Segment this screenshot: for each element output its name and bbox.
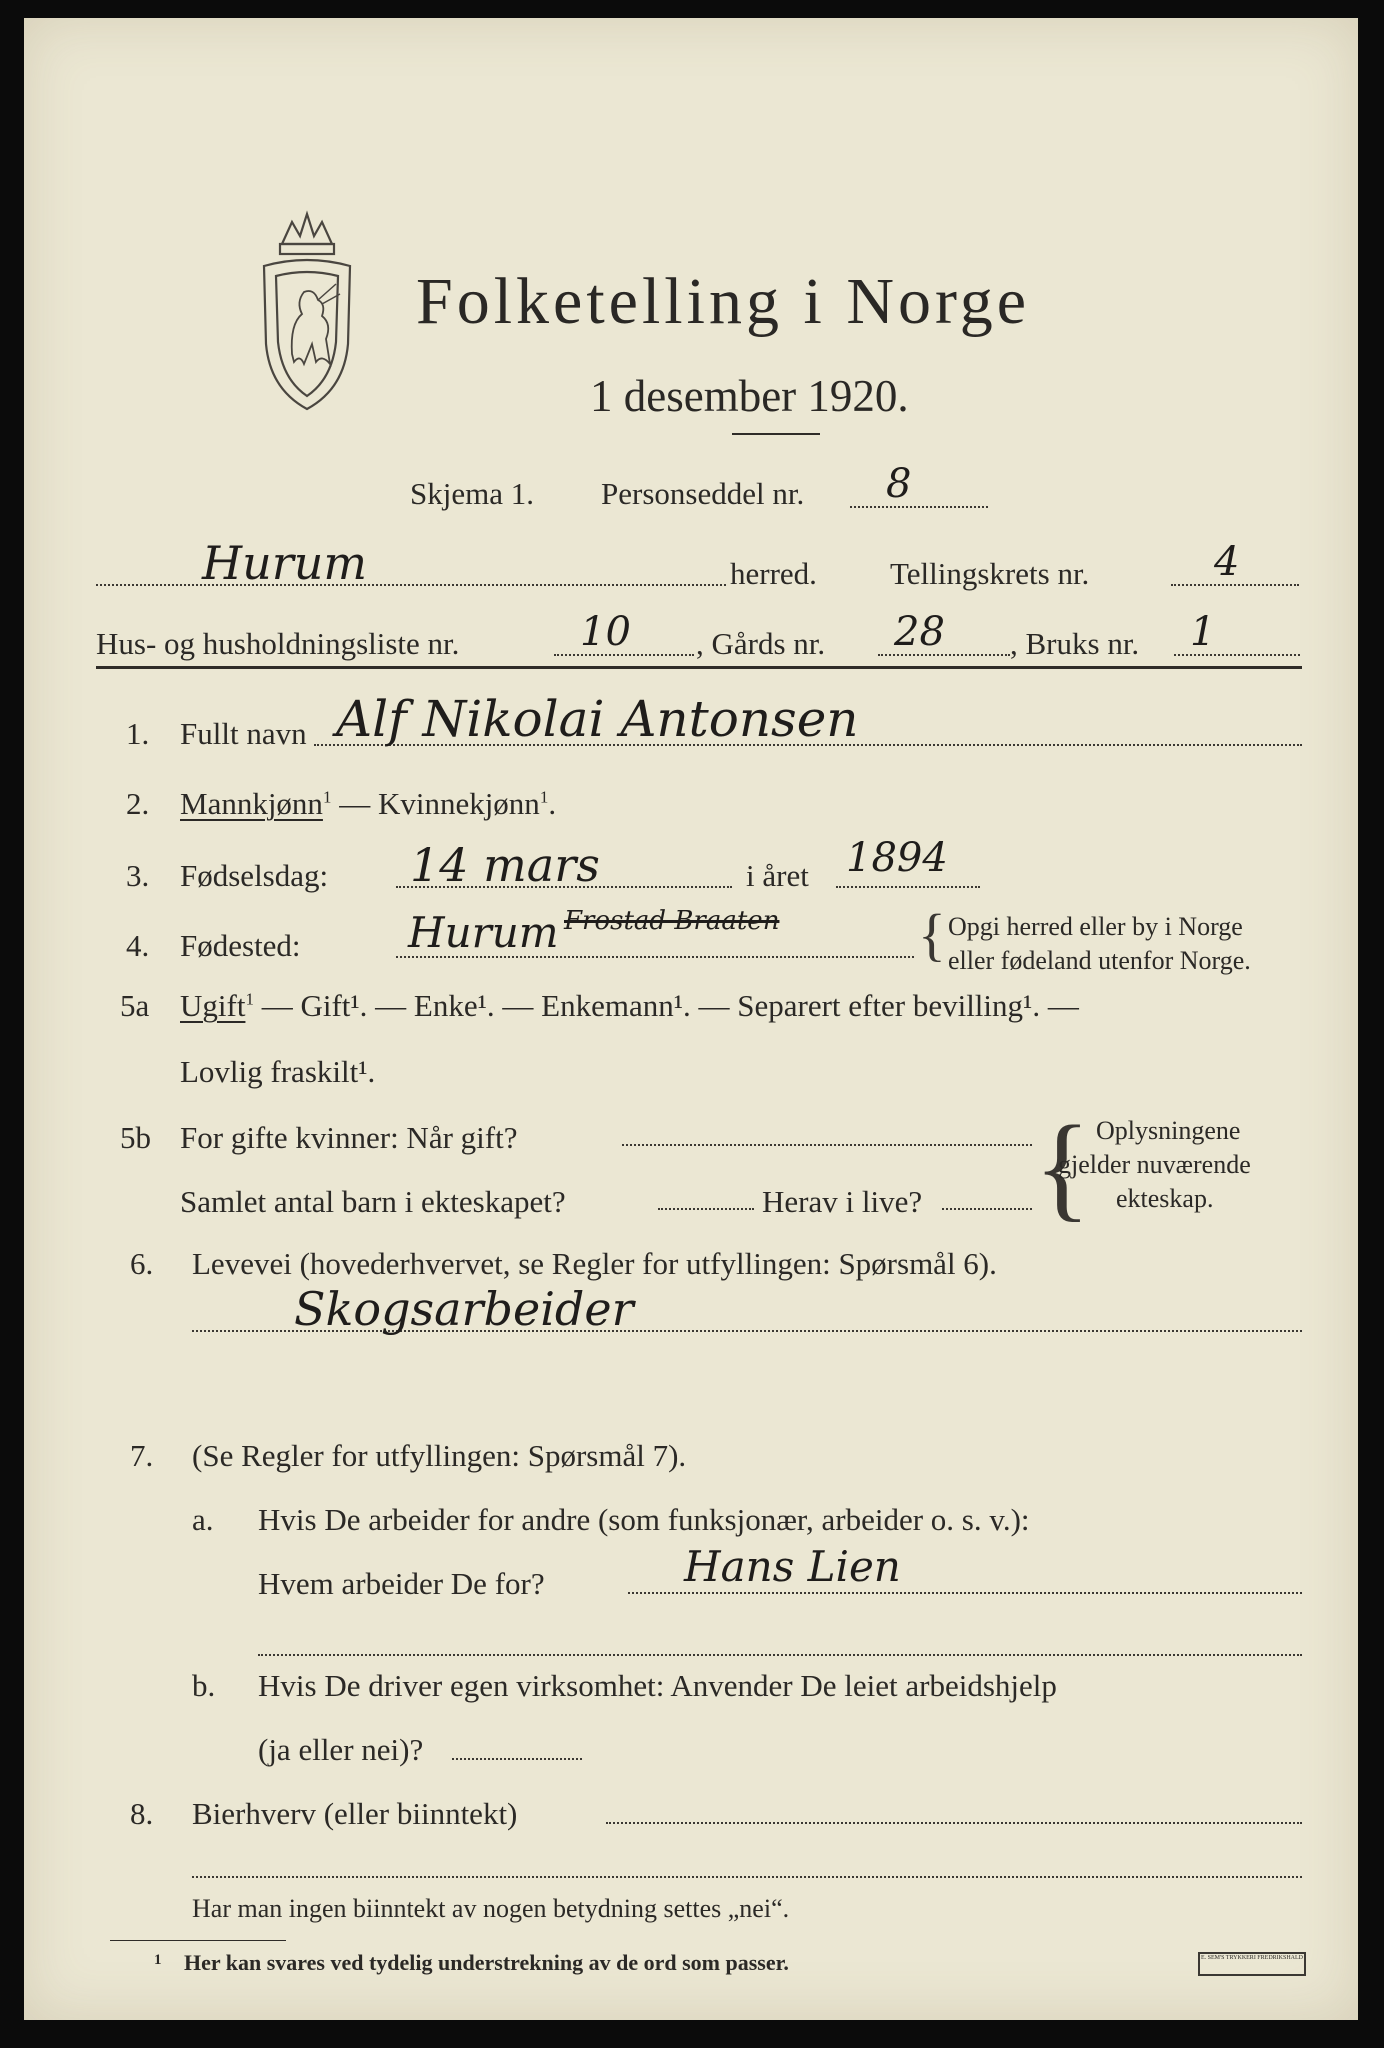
q5b-line2a-dots	[658, 1208, 754, 1210]
q7-label: (Se Regler for utfyllingen: Spørsmål 7).	[192, 1438, 687, 1473]
husliste-value[interactable]: 10	[580, 609, 631, 655]
q8-label: Bierhverv (eller biinntekt)	[192, 1796, 518, 1831]
personseddel-value[interactable]: 8	[886, 461, 912, 507]
q5b-line1-dots	[622, 1144, 1032, 1146]
q5a-line2[interactable]: Lovlig fraskilt¹.	[180, 1054, 376, 1089]
header-separator	[96, 666, 1302, 669]
q6-number: 6.	[130, 1246, 154, 1281]
q1-label: Fullt navn	[180, 716, 307, 751]
gards-value[interactable]: 28	[894, 609, 945, 655]
printer-stamp: E. SEM'S TRYKKERI FREDRIKSHALD	[1198, 1952, 1306, 1976]
q1-number: 1.	[126, 716, 150, 751]
skjema-label: Skjema 1.	[410, 476, 534, 511]
q5b-line2b: Herav i live?	[762, 1184, 923, 1219]
husliste-label: Hus- og husholdningsliste nr.	[96, 626, 460, 661]
q5b-note-line3: ekteskap.	[1116, 1184, 1214, 1213]
q4-number: 4.	[126, 928, 150, 963]
q7b-question: (ja eller nei)?	[258, 1732, 424, 1767]
herred-label: herred.	[730, 556, 817, 591]
bruks-value[interactable]: 1	[1190, 609, 1216, 655]
personseddel-line	[850, 506, 988, 508]
personseddel-label: Personseddel nr.	[601, 476, 805, 511]
form-date: 1 desember 1920.	[590, 371, 909, 421]
q5b-note-brace: {	[1034, 1101, 1091, 1232]
q4-label: Fødested:	[180, 928, 301, 963]
q4-value[interactable]: Hurum	[408, 908, 559, 957]
q7b-text: Hvis De driver egen virksomhet: Anvender De leiet arbeidshjelp	[258, 1668, 1057, 1703]
q3-year-value[interactable]: 1894	[846, 835, 948, 881]
q7-number: 7.	[130, 1438, 154, 1473]
q4-note-line2: eller fødeland utenfor Norge.	[948, 946, 1251, 975]
q8-line2	[192, 1876, 1302, 1878]
q4-note-brace: {	[918, 902, 946, 967]
option-mannkjonn[interactable]: Mannkjønn	[180, 786, 323, 821]
q3-number: 3.	[126, 858, 150, 893]
herred-line	[96, 584, 726, 586]
footnote-rule	[110, 1940, 286, 1941]
footnote-text: Her kan svares ved tydelig understrekning av de ord som passer.	[184, 1950, 789, 1975]
title-divider	[732, 433, 820, 435]
q5a-number: 5a	[120, 988, 150, 1023]
q7a-letter: a.	[192, 1502, 214, 1537]
q7b-line	[452, 1758, 582, 1760]
q3-year-line	[836, 886, 980, 888]
tellingskrets-value[interactable]: 4	[1214, 539, 1240, 585]
q6-value[interactable]: Skogsarbeider	[294, 1282, 634, 1336]
q5b-number: 5b	[120, 1120, 151, 1155]
q4-struck-value: Frostad Braaten	[564, 906, 780, 936]
q1-value[interactable]: Alf Nikolai Antonsen	[336, 690, 859, 748]
herred-value[interactable]: Hurum	[202, 536, 367, 590]
option-kvinnekjonn[interactable]: Kvinnekjønn	[377, 786, 540, 821]
q5b-line2b-dots	[942, 1208, 1032, 1210]
q3-day-value[interactable]: 14 mars	[410, 838, 600, 892]
q7a-text: Hvis De arbeider for andre (som funksjonær, arbeider o. s. v.):	[258, 1502, 1030, 1537]
option-ugift[interactable]: Ugift	[180, 988, 246, 1023]
footnote-number: 1	[154, 1952, 162, 1968]
q2-number: 2.	[126, 786, 150, 821]
bruks-label: , Bruks nr.	[1010, 626, 1140, 661]
norwegian-coat-of-arms-icon	[252, 204, 362, 424]
q8-line	[606, 1822, 1302, 1824]
q5a-line1: Ugift$^1$ — Gift¹. — Enke¹. — Enkemann¹. — Separert efter bevilling¹. —	[180, 988, 1079, 1023]
q5b-note-line2: gjelder nuværende	[1058, 1150, 1251, 1179]
biinntekt-note: Har man ingen biinntekt av nogen betydning settes „nei“.	[192, 1894, 790, 1923]
q5a-other-options[interactable]: — Gift¹. — Enke¹. — Enkemann¹. — Separert efter bevilling¹. —	[253, 988, 1079, 1023]
q7a-value[interactable]: Hans Lien	[684, 1542, 901, 1591]
census-form-page	[24, 18, 1358, 2020]
q3-label: Fødselsdag:	[180, 858, 329, 893]
gards-label: , Gårds nr.	[696, 626, 826, 661]
q7b-letter: b.	[192, 1668, 216, 1703]
q7a-line2	[258, 1654, 1302, 1656]
q5b-line1: For gifte kvinner: Når gift?	[180, 1120, 518, 1155]
q4-note-line1: Opgi herred eller by i Norge	[948, 912, 1243, 941]
q7a-line	[628, 1592, 1302, 1594]
form-title: Folketelling i Norge	[416, 265, 1031, 338]
q6-label: Levevei (hovederhvervet, se Regler for utfyllingen: Spørsmål 6).	[192, 1246, 997, 1281]
q5b-line2a: Samlet antal barn i ekteskapet?	[180, 1184, 566, 1219]
q8-number: 8.	[130, 1796, 154, 1831]
q2-options: Mannkjønn$^1$ — Kvinnekjønn$^1$.	[180, 786, 557, 821]
q5b-note-line1: Oplysningene	[1096, 1116, 1241, 1145]
tellingskrets-label: Tellingskrets nr.	[890, 556, 1090, 591]
q7a-question: Hvem arbeider De for?	[258, 1566, 545, 1601]
q3-year-label: i året	[746, 858, 809, 893]
